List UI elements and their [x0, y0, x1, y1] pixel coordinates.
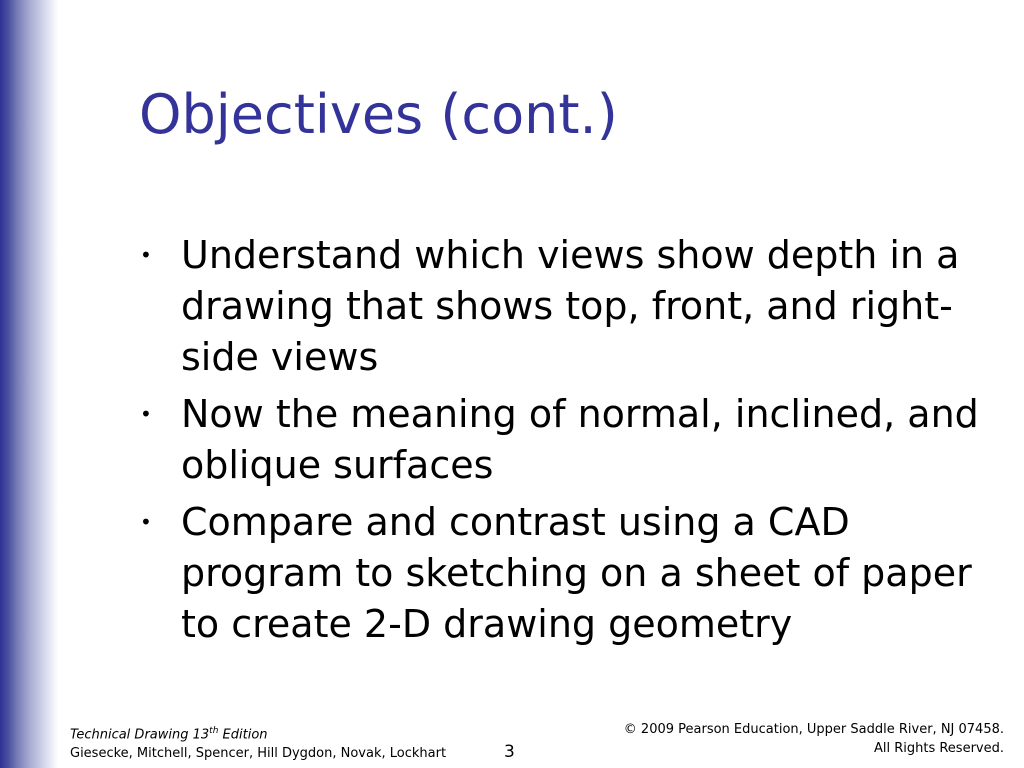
copyright-line-2: All Rights Reserved.: [873, 741, 1004, 756]
bullet-text: Now the meaning of normal, inclined, and oblique surfaces: [181, 392, 979, 487]
bullet-text: Compare and contrast using a CAD program to sketching on a sheet of paper to create 2-D drawing geometry: [181, 500, 972, 646]
copyright-line-1: © 2009 Pearson Education, Upper Saddle River, NJ 07458.: [623, 722, 1004, 737]
bullet-item: [140, 230, 990, 383]
slide-title: Objectives (cont.): [139, 83, 618, 146]
page-number: 3: [504, 742, 515, 762]
footer-book-info: [70, 722, 446, 763]
bullet-icon: •: [140, 510, 152, 534]
bullet-item: [140, 389, 990, 491]
bullet-list: [140, 230, 990, 656]
bullet-text: Understand which views show depth in a drawing that shows top, front, and right-side views: [181, 233, 960, 379]
footer-authors: Giesecke, Mitchell, Spencer, Hill Dygdon, Novak, Lockhart: [70, 746, 447, 762]
edition-superscript: th: [209, 726, 219, 736]
footer-book-title: Technical Drawing 13th Edition: [70, 726, 268, 743]
bullet-item: [140, 497, 990, 650]
bullet-icon: •: [140, 402, 152, 426]
bullet-icon: •: [140, 243, 152, 267]
footer-copyright: [624, 720, 1004, 758]
side-gradient-bar: [0, 0, 58, 768]
